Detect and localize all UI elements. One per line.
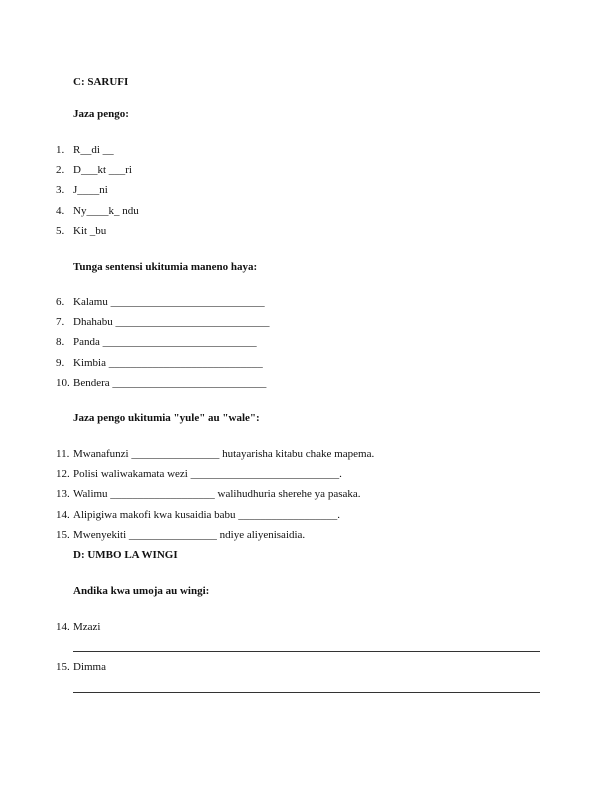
item-number: 12. <box>56 468 70 480</box>
item-text: Mwanafunzi ________________ hutayarisha kitabu chake mapema. <box>73 448 375 460</box>
item-text: J____ni <box>73 184 108 196</box>
item-text: Alipigiwa makofi kwa kusaidia babu __________________. <box>73 509 341 521</box>
part2-instruction: Tunga sentensi ukitumia maneno haya: <box>73 261 258 273</box>
item-text: Kit _bu <box>73 225 107 237</box>
item-number: 9. <box>56 357 65 369</box>
item-number: 14. <box>56 509 70 521</box>
item-text: Ny____k_ ndu <box>73 205 139 217</box>
answer-line <box>73 692 540 693</box>
item-text: Kalamu ____________________________ <box>73 296 265 308</box>
item-number: 3. <box>56 184 65 196</box>
item-text: Dimma <box>73 661 106 673</box>
item-number: 5. <box>56 225 65 237</box>
item-text: Walimu ___________________ walihudhuria sherehe ya pasaka. <box>73 488 361 500</box>
item-text: Bendera ____________________________ <box>73 377 267 389</box>
item-number: 6. <box>56 296 65 308</box>
part3-instruction: Jaza pengo ukitumia "yule" au "wale": <box>73 412 260 424</box>
item-number: 7. <box>56 316 65 328</box>
item-number: 15. <box>56 661 70 673</box>
item-text: Mwenyekiti ________________ ndiye aliyenisaidia. <box>73 529 306 541</box>
part1-instruction: Jaza pengo: <box>73 108 129 120</box>
item-number: 2. <box>56 164 65 176</box>
item-number: 8. <box>56 336 65 348</box>
item-text: D___kt ___ri <box>73 164 132 176</box>
item-number: 14. <box>56 621 70 633</box>
item-number: 13. <box>56 488 70 500</box>
item-text: R__di __ <box>73 144 114 156</box>
item-number: 4. <box>56 205 65 217</box>
item-text: Kimbia ____________________________ <box>73 357 263 369</box>
item-number: 11. <box>56 448 70 460</box>
item-number: 1. <box>56 144 65 156</box>
item-text: Polisi waliwakamata wezi ___________________________. <box>73 468 342 480</box>
answer-line <box>73 651 540 652</box>
item-text: Panda ____________________________ <box>73 336 257 348</box>
section-d-instruction: Andika kwa umoja au wingi: <box>73 585 210 597</box>
item-number: 10. <box>56 377 70 389</box>
item-number: 15. <box>56 529 70 541</box>
item-text: Mzazi <box>73 621 101 633</box>
section-d-title: D: UMBO LA WINGI <box>73 549 178 561</box>
item-text: Dhahabu ____________________________ <box>73 316 270 328</box>
section-c-title: C: SARUFI <box>73 76 129 88</box>
